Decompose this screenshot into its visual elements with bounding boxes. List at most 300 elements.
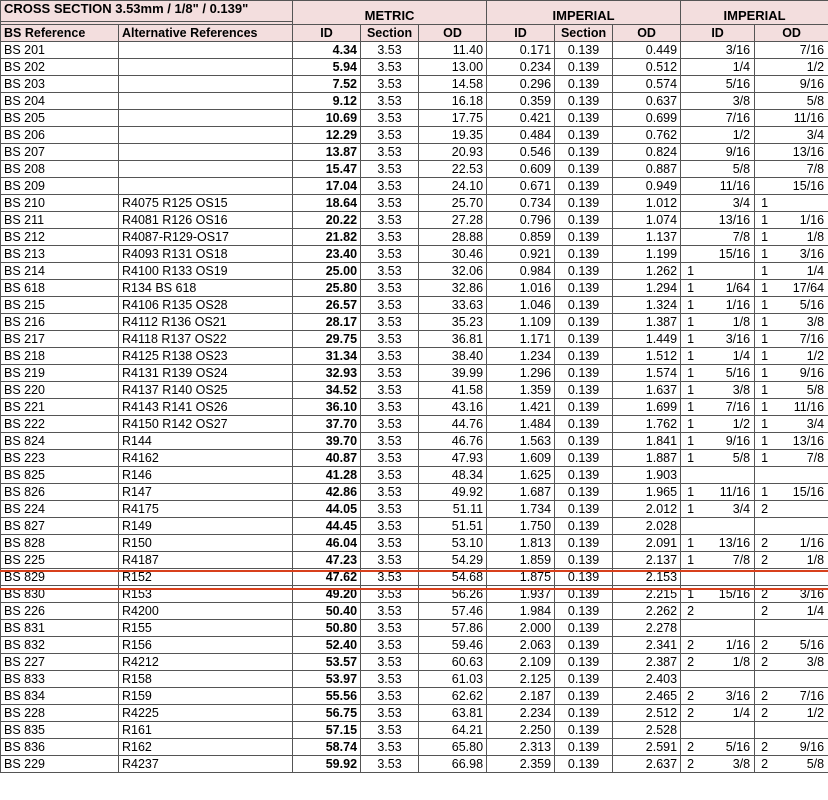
fraction-od-cell bbox=[755, 484, 828, 501]
alternative-reference-cell: R4175 bbox=[119, 501, 293, 518]
fraction-od-cell-fraction: 5/16 bbox=[799, 638, 825, 652]
imperial-id-cell: 1.875 bbox=[487, 569, 555, 586]
fraction-id-cell-whole: 2 bbox=[687, 655, 695, 669]
fraction-od-cell bbox=[755, 331, 828, 348]
fraction-id-cell-fraction: 5/8 bbox=[732, 162, 751, 176]
imperial-section-cell: 0.139 bbox=[555, 195, 613, 212]
fraction-od-cell bbox=[755, 110, 828, 127]
metric-section-cell: 3.53 bbox=[361, 314, 419, 331]
imperial-section-cell: 0.139 bbox=[555, 586, 613, 603]
imperial-od-cell: 2.091 bbox=[613, 535, 681, 552]
fraction-od-cell bbox=[755, 501, 828, 518]
imperial-od-cell: 2.403 bbox=[613, 671, 681, 688]
table-row bbox=[1, 93, 828, 110]
metric-od-cell: 38.40 bbox=[419, 348, 487, 365]
col-metric-section: Section bbox=[361, 25, 419, 42]
fraction-od-cell-whole: 2 bbox=[761, 655, 769, 669]
metric-section-cell: 3.53 bbox=[361, 93, 419, 110]
fraction-id-cell-whole: 1 bbox=[687, 553, 695, 567]
table-row bbox=[1, 144, 828, 161]
metric-od-cell: 65.80 bbox=[419, 739, 487, 756]
imperial-od-cell: 2.591 bbox=[613, 739, 681, 756]
metric-id-cell: 4.34 bbox=[293, 42, 361, 59]
metric-id-cell: 39.70 bbox=[293, 433, 361, 450]
imperial-od-cell: 1.387 bbox=[613, 314, 681, 331]
imperial-section-cell: 0.139 bbox=[555, 76, 613, 93]
metric-section-cell: 3.53 bbox=[361, 756, 419, 773]
metric-section-cell: 3.53 bbox=[361, 433, 419, 450]
metric-section-cell: 3.53 bbox=[361, 620, 419, 637]
table-row bbox=[1, 586, 828, 603]
fraction-id-cell bbox=[681, 467, 755, 484]
metric-od-cell: 57.46 bbox=[419, 603, 487, 620]
fraction-id-cell-fraction: 5/16 bbox=[725, 77, 751, 91]
metric-od-cell: 41.58 bbox=[419, 382, 487, 399]
table-row bbox=[1, 76, 828, 93]
table-row bbox=[1, 603, 828, 620]
fraction-id-cell-fraction: 3/16 bbox=[725, 689, 751, 703]
fraction-id-cell-fraction: 1/2 bbox=[732, 128, 751, 142]
table-row bbox=[1, 110, 828, 127]
bs-reference-cell: BS 223 bbox=[1, 450, 119, 467]
fraction-od-cell-fraction: 5/8 bbox=[806, 383, 825, 397]
fraction-id-cell-whole: 2 bbox=[687, 740, 695, 754]
fraction-od-cell bbox=[755, 212, 828, 229]
table-row bbox=[1, 416, 828, 433]
imperial-od-cell: 0.762 bbox=[613, 127, 681, 144]
table-row bbox=[1, 535, 828, 552]
imperial-section-cell: 0.139 bbox=[555, 722, 613, 739]
imperial-od-cell: 2.262 bbox=[613, 603, 681, 620]
imperial-id-cell: 1.563 bbox=[487, 433, 555, 450]
table-row bbox=[1, 263, 828, 280]
fraction-id-cell-fraction: 1/64 bbox=[725, 281, 751, 295]
metric-id-cell: 58.74 bbox=[293, 739, 361, 756]
fraction-id-cell bbox=[681, 722, 755, 739]
fraction-od-cell-fraction: 1/4 bbox=[806, 604, 825, 618]
imperial-od-cell: 1.965 bbox=[613, 484, 681, 501]
fraction-id-cell bbox=[681, 552, 755, 569]
bs-reference-cell: BS 218 bbox=[1, 348, 119, 365]
fraction-od-cell bbox=[755, 297, 828, 314]
fraction-od-cell-fraction: 7/16 bbox=[799, 43, 825, 57]
bs-reference-cell: BS 224 bbox=[1, 501, 119, 518]
metric-id-cell: 7.52 bbox=[293, 76, 361, 93]
imperial-section-cell: 0.139 bbox=[555, 739, 613, 756]
metric-od-cell: 32.06 bbox=[419, 263, 487, 280]
imperial-section-cell: 0.139 bbox=[555, 365, 613, 382]
metric-id-cell: 18.64 bbox=[293, 195, 361, 212]
metric-id-cell: 56.75 bbox=[293, 705, 361, 722]
bs-reference-cell: BS 210 bbox=[1, 195, 119, 212]
alternative-reference-cell bbox=[119, 59, 293, 76]
table-row bbox=[1, 552, 828, 569]
metric-od-cell: 61.03 bbox=[419, 671, 487, 688]
fraction-od-cell-fraction: 7/16 bbox=[799, 689, 825, 703]
imperial-id-cell: 2.313 bbox=[487, 739, 555, 756]
fraction-od-cell bbox=[755, 399, 828, 416]
fraction-od-cell bbox=[755, 59, 828, 76]
metric-section-cell: 3.53 bbox=[361, 586, 419, 603]
imperial-section-cell: 0.139 bbox=[555, 671, 613, 688]
metric-id-cell: 47.23 bbox=[293, 552, 361, 569]
metric-od-cell: 57.86 bbox=[419, 620, 487, 637]
metric-section-cell: 3.53 bbox=[361, 518, 419, 535]
imperial-od-cell: 2.637 bbox=[613, 756, 681, 773]
fraction-od-cell-fraction: 1/4 bbox=[806, 264, 825, 278]
metric-id-cell: 59.92 bbox=[293, 756, 361, 773]
table-row bbox=[1, 195, 828, 212]
fraction-id-cell bbox=[681, 331, 755, 348]
bs-reference-cell: BS 203 bbox=[1, 76, 119, 93]
table-row bbox=[1, 450, 828, 467]
fraction-od-cell-fraction: 3/4 bbox=[806, 417, 825, 431]
imperial-id-cell: 1.813 bbox=[487, 535, 555, 552]
cross-section-title: CROSS SECTION 3.53mm / 1/8" / 0.139" bbox=[1, 1, 293, 22]
fraction-id-cell-fraction: 1/16 bbox=[725, 638, 751, 652]
fraction-id-cell-whole: 1 bbox=[687, 587, 695, 601]
metric-id-cell: 23.40 bbox=[293, 246, 361, 263]
fraction-od-cell bbox=[755, 518, 828, 535]
imperial-id-cell: 0.671 bbox=[487, 178, 555, 195]
bs-reference-cell: BS 212 bbox=[1, 229, 119, 246]
metric-od-cell: 33.63 bbox=[419, 297, 487, 314]
fraction-id-cell bbox=[681, 433, 755, 450]
table-row bbox=[1, 722, 828, 739]
metric-od-cell: 11.40 bbox=[419, 42, 487, 59]
alternative-reference-cell: R4125 R138 OS23 bbox=[119, 348, 293, 365]
metric-id-cell: 26.57 bbox=[293, 297, 361, 314]
imperial-id-cell: 1.625 bbox=[487, 467, 555, 484]
alternative-reference-cell: R4118 R137 OS22 bbox=[119, 331, 293, 348]
imperial-od-cell: 2.465 bbox=[613, 688, 681, 705]
fraction-id-cell-whole: 1 bbox=[687, 536, 695, 550]
alternative-reference-cell: R4187 bbox=[119, 552, 293, 569]
imperial-fraction-group-header: IMPERIAL bbox=[681, 1, 828, 25]
table-row bbox=[1, 59, 828, 76]
table-row bbox=[1, 484, 828, 501]
imperial-od-cell: 1.449 bbox=[613, 331, 681, 348]
metric-id-cell: 34.52 bbox=[293, 382, 361, 399]
bs-reference-cell: BS 211 bbox=[1, 212, 119, 229]
metric-section-cell: 3.53 bbox=[361, 212, 419, 229]
fraction-id-cell-fraction: 1/4 bbox=[732, 349, 751, 363]
metric-section-cell: 3.53 bbox=[361, 348, 419, 365]
metric-id-cell: 13.87 bbox=[293, 144, 361, 161]
fraction-od-cell-fraction: 1/16 bbox=[799, 213, 825, 227]
imperial-od-cell: 2.278 bbox=[613, 620, 681, 637]
fraction-od-cell-whole: 1 bbox=[761, 400, 769, 414]
imperial-od-cell: 0.699 bbox=[613, 110, 681, 127]
bs-reference-cell: BS 204 bbox=[1, 93, 119, 110]
fraction-id-cell-fraction: 1/2 bbox=[732, 417, 751, 431]
alternative-reference-cell bbox=[119, 161, 293, 178]
imperial-section-cell: 0.139 bbox=[555, 229, 613, 246]
imperial-id-cell: 1.359 bbox=[487, 382, 555, 399]
table-row bbox=[1, 739, 828, 756]
imperial-section-cell: 0.139 bbox=[555, 331, 613, 348]
fraction-id-cell-fraction: 3/8 bbox=[732, 383, 751, 397]
fraction-od-cell-whole: 2 bbox=[761, 502, 769, 516]
fraction-od-cell-fraction: 5/8 bbox=[806, 94, 825, 108]
fraction-od-cell-whole: 1 bbox=[761, 451, 769, 465]
imperial-section-cell: 0.139 bbox=[555, 518, 613, 535]
fraction-id-cell bbox=[681, 416, 755, 433]
fraction-od-cell bbox=[755, 161, 828, 178]
alternative-reference-cell: R4212 bbox=[119, 654, 293, 671]
fraction-od-cell bbox=[755, 603, 828, 620]
imperial-od-cell: 1.512 bbox=[613, 348, 681, 365]
metric-id-cell: 5.94 bbox=[293, 59, 361, 76]
metric-id-cell: 40.87 bbox=[293, 450, 361, 467]
fraction-od-cell-fraction: 13/16 bbox=[792, 434, 825, 448]
alternative-reference-cell: R153 bbox=[119, 586, 293, 603]
alternative-reference-cell: R155 bbox=[119, 620, 293, 637]
imperial-section-cell: 0.139 bbox=[555, 348, 613, 365]
fraction-od-cell bbox=[755, 433, 828, 450]
fraction-od-cell-fraction: 1/2 bbox=[806, 349, 825, 363]
imperial-od-cell: 2.528 bbox=[613, 722, 681, 739]
bs-reference-cell: BS 836 bbox=[1, 739, 119, 756]
fraction-od-cell-whole: 2 bbox=[761, 587, 769, 601]
imperial-od-cell: 1.199 bbox=[613, 246, 681, 263]
bs-reference-cell: BS 618 bbox=[1, 280, 119, 297]
fraction-od-cell bbox=[755, 552, 828, 569]
alternative-reference-cell: R4162 bbox=[119, 450, 293, 467]
imperial-section-cell: 0.139 bbox=[555, 535, 613, 552]
fraction-id-cell-whole: 1 bbox=[687, 298, 695, 312]
alternative-reference-cell bbox=[119, 127, 293, 144]
alternative-reference-cell: R4225 bbox=[119, 705, 293, 722]
metric-id-cell: 49.20 bbox=[293, 586, 361, 603]
metric-od-cell: 62.62 bbox=[419, 688, 487, 705]
table-row bbox=[1, 705, 828, 722]
metric-section-cell: 3.53 bbox=[361, 144, 419, 161]
metric-id-cell: 44.05 bbox=[293, 501, 361, 518]
metric-section-cell: 3.53 bbox=[361, 263, 419, 280]
imperial-id-cell: 1.859 bbox=[487, 552, 555, 569]
fraction-od-cell-fraction: 9/16 bbox=[799, 366, 825, 380]
table-row bbox=[1, 756, 828, 773]
fraction-od-cell-whole: 2 bbox=[761, 757, 769, 771]
metric-section-cell: 3.53 bbox=[361, 229, 419, 246]
fraction-od-cell-whole: 1 bbox=[761, 247, 769, 261]
table-row bbox=[1, 518, 828, 535]
metric-section-cell: 3.53 bbox=[361, 416, 419, 433]
imperial-section-cell: 0.139 bbox=[555, 433, 613, 450]
imperial-section-cell: 0.139 bbox=[555, 399, 613, 416]
fraction-od-cell-fraction: 3/4 bbox=[806, 128, 825, 142]
metric-od-cell: 20.93 bbox=[419, 144, 487, 161]
metric-id-cell: 15.47 bbox=[293, 161, 361, 178]
table-row bbox=[1, 331, 828, 348]
imperial-section-cell: 0.139 bbox=[555, 467, 613, 484]
col-bs-reference: BS Reference bbox=[1, 25, 119, 42]
table-row bbox=[1, 501, 828, 518]
fraction-od-cell bbox=[755, 756, 828, 773]
fraction-od-cell-whole: 2 bbox=[761, 689, 769, 703]
fraction-id-cell-fraction: 5/8 bbox=[732, 451, 751, 465]
fraction-id-cell-fraction: 9/16 bbox=[725, 145, 751, 159]
fraction-od-cell bbox=[755, 569, 828, 586]
alternative-reference-cell: R161 bbox=[119, 722, 293, 739]
fraction-id-cell-whole: 2 bbox=[687, 757, 695, 771]
fraction-od-cell-whole: 1 bbox=[761, 383, 769, 397]
imperial-id-cell: 0.859 bbox=[487, 229, 555, 246]
table-row bbox=[1, 620, 828, 637]
bs-reference-cell: BS 228 bbox=[1, 705, 119, 722]
fraction-id-cell-fraction: 1/4 bbox=[732, 706, 751, 720]
fraction-id-cell bbox=[681, 314, 755, 331]
imperial-od-cell: 1.762 bbox=[613, 416, 681, 433]
fraction-od-cell-fraction: 3/16 bbox=[799, 587, 825, 601]
fraction-od-cell-fraction: 1/2 bbox=[806, 60, 825, 74]
alternative-reference-cell: R159 bbox=[119, 688, 293, 705]
bs-reference-cell: BS 205 bbox=[1, 110, 119, 127]
bs-reference-cell: BS 225 bbox=[1, 552, 119, 569]
fraction-id-cell-whole: 1 bbox=[687, 383, 695, 397]
metric-od-cell: 46.76 bbox=[419, 433, 487, 450]
table-row bbox=[1, 297, 828, 314]
metric-section-cell: 3.53 bbox=[361, 246, 419, 263]
fraction-od-cell bbox=[755, 127, 828, 144]
alternative-reference-cell: R4237 bbox=[119, 756, 293, 773]
table-row bbox=[1, 654, 828, 671]
fraction-id-cell bbox=[681, 756, 755, 773]
fraction-id-cell bbox=[681, 399, 755, 416]
fraction-od-cell bbox=[755, 637, 828, 654]
imperial-section-cell: 0.139 bbox=[555, 314, 613, 331]
metric-od-cell: 59.46 bbox=[419, 637, 487, 654]
col-fraction-id: ID bbox=[681, 25, 755, 42]
metric-id-cell: 57.15 bbox=[293, 722, 361, 739]
fraction-id-cell bbox=[681, 654, 755, 671]
fraction-id-cell-whole: 1 bbox=[687, 434, 695, 448]
imperial-section-cell: 0.139 bbox=[555, 620, 613, 637]
fraction-id-cell bbox=[681, 263, 755, 280]
alternative-reference-cell bbox=[119, 42, 293, 59]
bs-reference-cell: BS 830 bbox=[1, 586, 119, 603]
imperial-id-cell: 1.484 bbox=[487, 416, 555, 433]
col-imperial-id: ID bbox=[487, 25, 555, 42]
table-row bbox=[1, 688, 828, 705]
imperial-id-cell: 2.063 bbox=[487, 637, 555, 654]
fraction-od-cell-fraction: 17/64 bbox=[792, 281, 825, 295]
metric-section-cell: 3.53 bbox=[361, 501, 419, 518]
fraction-id-cell-fraction: 3/4 bbox=[732, 502, 751, 516]
fraction-id-cell-fraction: 3/8 bbox=[732, 94, 751, 108]
imperial-od-cell: 1.074 bbox=[613, 212, 681, 229]
imperial-section-cell: 0.139 bbox=[555, 127, 613, 144]
metric-id-cell: 20.22 bbox=[293, 212, 361, 229]
table-row bbox=[1, 671, 828, 688]
fraction-id-cell-whole: 1 bbox=[687, 281, 695, 295]
alternative-reference-cell: R144 bbox=[119, 433, 293, 450]
fraction-id-cell bbox=[681, 76, 755, 93]
alternative-reference-cell: R134 BS 618 bbox=[119, 280, 293, 297]
fraction-id-cell-fraction: 1/16 bbox=[725, 298, 751, 312]
fraction-od-cell-fraction: 9/16 bbox=[799, 77, 825, 91]
fraction-id-cell bbox=[681, 620, 755, 637]
col-imperial-section: Section bbox=[555, 25, 613, 42]
imperial-od-cell: 0.637 bbox=[613, 93, 681, 110]
table-row bbox=[1, 42, 828, 59]
table-row bbox=[1, 161, 828, 178]
fraction-id-cell-whole: 1 bbox=[687, 502, 695, 516]
metric-section-cell: 3.53 bbox=[361, 280, 419, 297]
metric-od-cell: 25.70 bbox=[419, 195, 487, 212]
fraction-od-cell-whole: 1 bbox=[761, 332, 769, 346]
metric-id-cell: 47.62 bbox=[293, 569, 361, 586]
fraction-id-cell-fraction: 9/16 bbox=[725, 434, 751, 448]
alternative-reference-cell: R4150 R142 OS27 bbox=[119, 416, 293, 433]
bs-reference-cell: BS 824 bbox=[1, 433, 119, 450]
fraction-id-cell bbox=[681, 450, 755, 467]
fraction-od-cell bbox=[755, 416, 828, 433]
fraction-od-cell-fraction: 15/16 bbox=[792, 179, 825, 193]
imperial-od-cell: 2.153 bbox=[613, 569, 681, 586]
imperial-section-cell: 0.139 bbox=[555, 212, 613, 229]
fraction-id-cell bbox=[681, 246, 755, 263]
fraction-id-cell bbox=[681, 501, 755, 518]
bs-reference-cell: BS 220 bbox=[1, 382, 119, 399]
fraction-id-cell-fraction: 13/16 bbox=[718, 536, 751, 550]
fraction-od-cell bbox=[755, 535, 828, 552]
alternative-reference-cell: R4131 R139 OS24 bbox=[119, 365, 293, 382]
bs-reference-cell: BS 208 bbox=[1, 161, 119, 178]
fraction-id-cell-whole: 1 bbox=[687, 349, 695, 363]
imperial-section-cell: 0.139 bbox=[555, 42, 613, 59]
imperial-id-cell: 0.984 bbox=[487, 263, 555, 280]
metric-section-cell: 3.53 bbox=[361, 722, 419, 739]
imperial-od-cell: 1.887 bbox=[613, 450, 681, 467]
metric-section-cell: 3.53 bbox=[361, 467, 419, 484]
fraction-id-cell-fraction: 5/16 bbox=[725, 740, 751, 754]
imperial-section-cell: 0.139 bbox=[555, 144, 613, 161]
metric-od-cell: 63.81 bbox=[419, 705, 487, 722]
metric-section-cell: 3.53 bbox=[361, 110, 419, 127]
table-row bbox=[1, 382, 828, 399]
table-row bbox=[1, 280, 828, 297]
imperial-id-cell: 2.359 bbox=[487, 756, 555, 773]
fraction-od-cell bbox=[755, 76, 828, 93]
table-row bbox=[1, 246, 828, 263]
metric-section-cell: 3.53 bbox=[361, 331, 419, 348]
fraction-od-cell-fraction: 11/16 bbox=[793, 400, 825, 414]
table-header bbox=[1, 1, 828, 42]
fraction-od-cell bbox=[755, 654, 828, 671]
fraction-id-cell-fraction: 1/4 bbox=[732, 60, 751, 74]
imperial-id-cell: 0.921 bbox=[487, 246, 555, 263]
imperial-id-cell: 0.171 bbox=[487, 42, 555, 59]
fraction-od-cell-whole: 1 bbox=[761, 298, 769, 312]
metric-od-cell: 32.86 bbox=[419, 280, 487, 297]
fraction-od-cell bbox=[755, 620, 828, 637]
fraction-id-cell-fraction: 11/16 bbox=[719, 485, 751, 499]
imperial-id-cell: 1.984 bbox=[487, 603, 555, 620]
fraction-id-cell-whole: 2 bbox=[687, 604, 695, 618]
metric-od-cell: 64.21 bbox=[419, 722, 487, 739]
metric-od-cell: 47.93 bbox=[419, 450, 487, 467]
fraction-od-cell-whole: 1 bbox=[761, 213, 769, 227]
col-metric-od: OD bbox=[419, 25, 487, 42]
metric-od-cell: 44.76 bbox=[419, 416, 487, 433]
imperial-section-cell: 0.139 bbox=[555, 552, 613, 569]
alternative-reference-cell bbox=[119, 178, 293, 195]
fraction-od-cell-whole: 2 bbox=[761, 740, 769, 754]
fraction-id-cell bbox=[681, 671, 755, 688]
metric-od-cell: 43.16 bbox=[419, 399, 487, 416]
